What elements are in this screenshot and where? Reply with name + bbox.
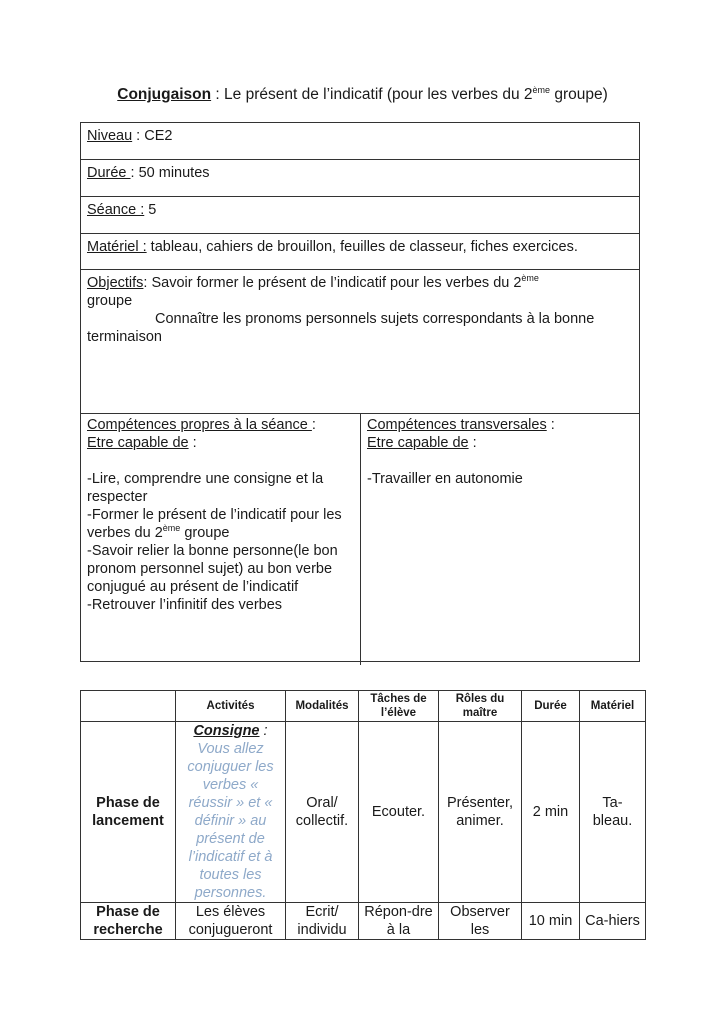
phase-cell: Phase de recherche: [81, 903, 176, 940]
modalites-cell: Oral/ collectif.: [286, 722, 359, 903]
duree-value: : 50 minutes: [130, 165, 210, 181]
competences-transversales: [361, 414, 639, 665]
materiel-row: [81, 234, 639, 270]
competence-item: -Savoir relier la bonne personne(le bon pronom personnel sujet) au bon verbe conjugué au présent de l’indicatif: [87, 543, 338, 595]
competences-propres: [81, 414, 361, 665]
header-cell: Activités: [176, 691, 286, 722]
title-label: Conjugaison: [117, 86, 212, 103]
consigne-title: Consigne: [193, 723, 260, 739]
competences-row: [81, 414, 639, 665]
seance-row: [81, 197, 639, 234]
roles-cell: Observer les: [439, 903, 522, 940]
niveau-label: Niveau: [87, 128, 133, 144]
transversales-capable-label: Etre capable de: [367, 435, 469, 451]
taches-cell: Répon-dre à la: [359, 903, 439, 940]
transversale-item: -Travailler en autonomie: [367, 471, 523, 487]
phase-cell: Phase de lancement: [81, 722, 176, 903]
roles-cell: Présenter, animer.: [439, 722, 522, 903]
table-row: [81, 903, 646, 940]
competence-item-sup: ème: [162, 523, 181, 533]
table-header-row: [81, 691, 646, 722]
objectifs-label: Objectifs: [87, 275, 144, 291]
taches-cell: Ecouter.: [359, 722, 439, 903]
activites-cell: [176, 722, 286, 903]
header-cell: Durée: [522, 691, 580, 722]
duree-row: [81, 160, 639, 197]
objectifs-line4: terminaison: [87, 329, 162, 345]
capable-colon: :: [188, 435, 197, 451]
modalites-cell: Ecrit/ individu: [286, 903, 359, 940]
propres-label: Compétences propres à la séance: [87, 417, 312, 433]
consigne-colon: :: [259, 723, 268, 739]
activites-cell: Les élèves conjugueront: [176, 903, 286, 940]
consigne-text: Vous allez conjuguer les verbes « réussir » et « définir » au présent de l’indicatif et à toutes les personnes.: [187, 741, 274, 901]
lesson-plan-table: [80, 690, 646, 940]
header-cell: Rôles du maître: [439, 691, 522, 722]
info-box: [80, 122, 640, 662]
objectifs-line3: Connaître les pronoms personnels sujets correspondants à la bonne: [155, 311, 595, 327]
transversales-label: Compétences transversales: [367, 417, 547, 433]
document-title: [0, 86, 725, 104]
header-cell: [81, 691, 176, 722]
duree-label: Durée: [87, 165, 131, 181]
niveau-row: [81, 123, 639, 160]
seance-label: Séance :: [87, 202, 145, 218]
objectifs-sup: ème: [521, 273, 539, 283]
propres-colon: :: [311, 417, 316, 433]
seance-value: 5: [144, 202, 157, 218]
header-cell: Tâches de l’élève: [359, 691, 439, 722]
materiel-value: tableau, cahiers de brouillon, feuilles de classeur, fiches exercices.: [146, 239, 578, 255]
objectifs-line1: : Savoir former le présent de l’indicatif pour les verbes du 2: [143, 275, 522, 291]
competence-item: -Retrouver l’infinitif des verbes: [87, 597, 283, 613]
niveau-value: : CE2: [132, 128, 173, 144]
materiel-cell: Ca-hiers: [580, 903, 646, 940]
materiel-cell: Ta-bleau.: [580, 722, 646, 903]
transversales-colon: :: [546, 417, 555, 433]
title-sup: ème: [532, 85, 551, 95]
competence-item: -Lire, comprendre une consigne et la respecter: [87, 471, 324, 505]
duree-cell: 10 min: [522, 903, 580, 940]
competence-item: -Former le présent de l’indicatif pour les verbes du 2: [87, 507, 342, 541]
header-cell: Matériel: [580, 691, 646, 722]
materiel-label: Matériel :: [87, 239, 147, 255]
transversales-capable-colon: :: [468, 435, 477, 451]
capable-label: Etre capable de: [87, 435, 189, 451]
competence-item-tail: groupe: [180, 525, 230, 541]
table-row: [81, 722, 646, 903]
objectifs-line2: groupe: [87, 293, 133, 309]
title-text: : Le présent de l’indicatif (pour les verbes du 2: [211, 86, 533, 103]
header-cell: Modalités: [286, 691, 359, 722]
title-tail: groupe): [550, 86, 608, 103]
duree-cell: 2 min: [522, 722, 580, 903]
objectifs-row: [81, 270, 639, 414]
